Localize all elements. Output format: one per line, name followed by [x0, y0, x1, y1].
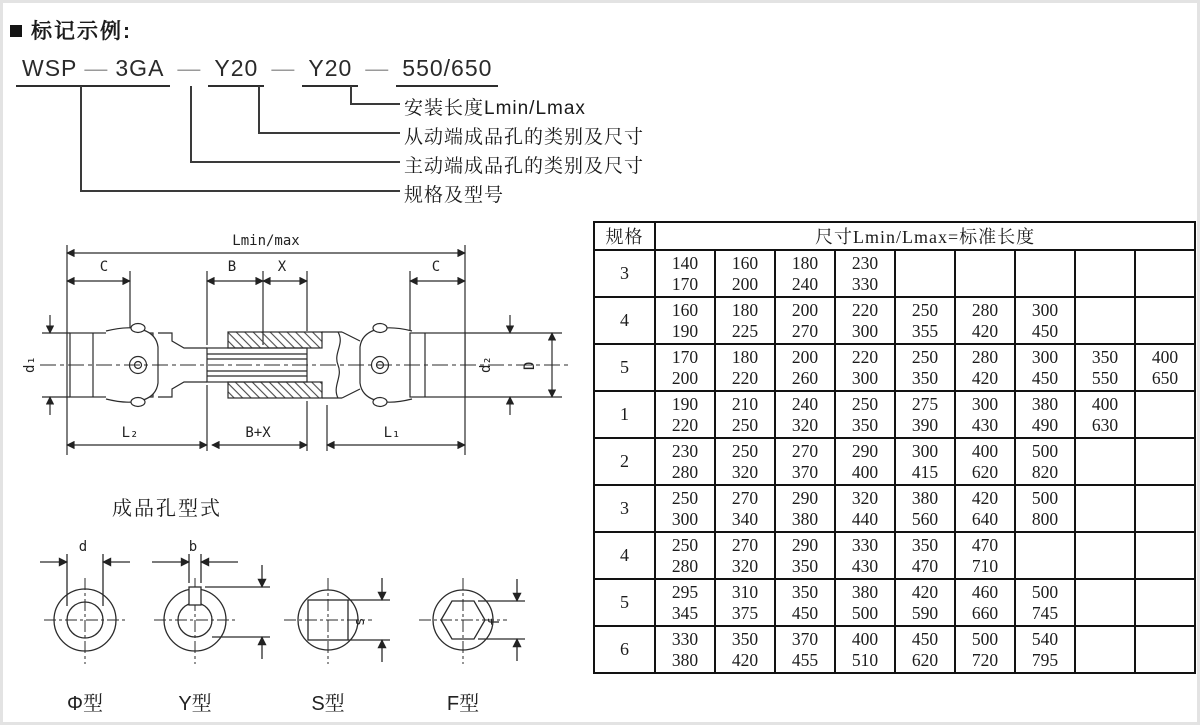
size-cell: 300 450	[1015, 344, 1075, 391]
size-cell	[1075, 297, 1135, 344]
size-cell	[1075, 532, 1135, 579]
dimension-table	[593, 221, 1196, 674]
size-cell	[1135, 250, 1195, 297]
size-cell	[1135, 297, 1195, 344]
code-dash: —	[177, 55, 202, 81]
size-cell: 160 200	[715, 250, 775, 297]
table-row	[594, 344, 1195, 391]
spec-cell: 6	[594, 626, 655, 673]
size-cell: 380 560	[895, 485, 955, 532]
size-cell: 220 300	[835, 297, 895, 344]
size-cell: 200 260	[775, 344, 835, 391]
size-cell: 400 650	[1135, 344, 1195, 391]
size-cell: 350 470	[895, 532, 955, 579]
size-cell: 295 345	[655, 579, 715, 626]
leader-line	[258, 86, 260, 132]
spec-cell: 5	[594, 579, 655, 626]
spec-cell: 5	[594, 344, 655, 391]
code-group-spec	[16, 55, 170, 87]
code-dash: —	[271, 55, 296, 81]
size-cell: 540 795	[1015, 626, 1075, 673]
leader-line	[190, 161, 400, 163]
dim-label-l1: L₁	[383, 425, 401, 441]
code-part-length: 550/650	[396, 55, 498, 87]
leader-line	[80, 190, 400, 192]
size-cell	[955, 250, 1015, 297]
size-cell: 350 550	[1075, 344, 1135, 391]
coupling-technical-drawing	[20, 205, 580, 475]
size-cell: 250 320	[715, 438, 775, 485]
table-row	[594, 579, 1195, 626]
size-cell	[895, 250, 955, 297]
size-cell: 310 375	[715, 579, 775, 626]
leader-line	[190, 86, 192, 161]
size-cell: 350 420	[715, 626, 775, 673]
size-cell: 330 430	[835, 532, 895, 579]
size-cell	[1135, 626, 1195, 673]
size-cell: 300 415	[895, 438, 955, 485]
spec-cell: 4	[594, 297, 655, 344]
size-cell: 250 280	[655, 532, 715, 579]
dim-label-c-left: C	[99, 259, 109, 275]
size-cell: 320 440	[835, 485, 895, 532]
size-cell	[1015, 532, 1075, 579]
hole-dim-phi: d	[78, 539, 88, 555]
hole-type-label-phi: Φ型	[67, 693, 103, 715]
size-cell: 380 490	[1015, 391, 1075, 438]
hole-type-label-f: F型	[446, 693, 480, 715]
size-cell	[1015, 250, 1075, 297]
spec-cell: 3	[594, 485, 655, 532]
size-cell: 500 720	[955, 626, 1015, 673]
size-cell: 500 745	[1015, 579, 1075, 626]
spec-cell: 2	[594, 438, 655, 485]
code-dash: —	[365, 55, 390, 81]
size-cell: 400 620	[955, 438, 1015, 485]
table-row	[594, 532, 1195, 579]
size-cell: 180 240	[775, 250, 835, 297]
hole-type-label-y: Y型	[178, 693, 212, 715]
spec-cell: 3	[594, 250, 655, 297]
marking-code	[16, 55, 498, 87]
size-cell: 400 510	[835, 626, 895, 673]
leader-line	[258, 132, 400, 134]
size-cell: 300 450	[1015, 297, 1075, 344]
size-column-header: 尺寸Lmin/Lmax=标准长度	[655, 222, 1195, 250]
hole-type-label-s: S型	[311, 693, 345, 715]
size-cell	[1075, 485, 1135, 532]
dim-label-d1: d₁	[22, 356, 38, 373]
size-cell: 230 280	[655, 438, 715, 485]
size-cell: 470 710	[955, 532, 1015, 579]
table-row	[594, 485, 1195, 532]
size-cell	[1135, 532, 1195, 579]
size-cell: 280 420	[955, 344, 1015, 391]
size-cell: 500 800	[1015, 485, 1075, 532]
dim-label-b: B	[227, 259, 237, 275]
size-cell: 280 420	[955, 297, 1015, 344]
table-header-row	[594, 222, 1195, 250]
table-row	[594, 391, 1195, 438]
size-cell: 400 630	[1075, 391, 1135, 438]
size-cell: 270 320	[715, 532, 775, 579]
spec-column-header: 规格	[594, 222, 655, 250]
size-cell: 250 300	[655, 485, 715, 532]
size-cell: 250 355	[895, 297, 955, 344]
size-cell: 370 455	[775, 626, 835, 673]
size-cell	[1135, 485, 1195, 532]
size-cell: 230 330	[835, 250, 895, 297]
size-cell: 460 660	[955, 579, 1015, 626]
hole-dim-y: b	[188, 539, 198, 555]
size-cell	[1075, 626, 1135, 673]
spec-cell: 1	[594, 391, 655, 438]
section-bullet-icon	[10, 25, 22, 37]
hole-dim-s: s	[352, 617, 368, 626]
hole-type-diagrams	[20, 538, 580, 725]
table-row	[594, 626, 1195, 673]
size-cell: 500 820	[1015, 438, 1075, 485]
dim-label-l2: L₂	[121, 425, 139, 441]
size-cell: 350 450	[775, 579, 835, 626]
size-cell: 250 350	[835, 391, 895, 438]
callout-spec-model: 规格及型号	[404, 185, 505, 206]
size-cell: 420 640	[955, 485, 1015, 532]
leader-line	[350, 86, 352, 103]
callout-driven-hole: 从动端成品孔的类别及尺寸	[404, 127, 645, 148]
size-cell	[1075, 579, 1135, 626]
size-cell: 140 170	[655, 250, 715, 297]
dim-label-bx: B+X	[245, 425, 271, 441]
size-cell: 380 500	[835, 579, 895, 626]
hole-dim-f: f	[487, 617, 503, 626]
size-cell: 275 390	[895, 391, 955, 438]
size-cell: 210 250	[715, 391, 775, 438]
size-cell	[1135, 391, 1195, 438]
size-cell: 330 380	[655, 626, 715, 673]
dim-label-c-right: C	[431, 259, 441, 275]
table-row	[594, 297, 1195, 344]
code-part-series: WSP	[22, 55, 78, 81]
size-cell	[1075, 250, 1135, 297]
size-cell: 220 300	[835, 344, 895, 391]
size-cell: 290 350	[775, 532, 835, 579]
size-cell: 290 380	[775, 485, 835, 532]
hole-types-title: 成品孔型式	[112, 498, 222, 520]
table-row	[594, 438, 1195, 485]
dim-label-x: X	[277, 259, 287, 275]
leader-line	[80, 86, 82, 190]
size-cell: 250 350	[895, 344, 955, 391]
callout-driving-hole: 主动端成品孔的类别及尺寸	[404, 156, 645, 177]
size-cell: 190 220	[655, 391, 715, 438]
size-cell: 300 430	[955, 391, 1015, 438]
code-part-model: 3GA	[115, 55, 165, 81]
size-cell: 420 590	[895, 579, 955, 626]
code-part-driving-hole: Y20	[208, 55, 264, 87]
size-cell: 180 220	[715, 344, 775, 391]
spec-cell: 4	[594, 532, 655, 579]
dim-label-overall-length: Lmin/max	[232, 233, 300, 249]
marking-section-title: 标记示例:	[31, 20, 132, 43]
code-part-driven-hole: Y20	[302, 55, 358, 87]
size-cell: 180 225	[715, 297, 775, 344]
dim-label-d2: d₂	[478, 356, 494, 373]
code-dash: —	[84, 55, 109, 81]
size-cell	[1135, 438, 1195, 485]
size-cell: 160 190	[655, 297, 715, 344]
table-row	[594, 250, 1195, 297]
size-cell: 240 320	[775, 391, 835, 438]
size-cell	[1075, 438, 1135, 485]
size-cell: 290 400	[835, 438, 895, 485]
size-cell: 200 270	[775, 297, 835, 344]
size-cell: 170 200	[655, 344, 715, 391]
size-cell: 270 340	[715, 485, 775, 532]
dim-label-big-d: D	[522, 361, 538, 370]
size-cell: 450 620	[895, 626, 955, 673]
size-cell	[1135, 579, 1195, 626]
size-cell: 270 370	[775, 438, 835, 485]
leader-line	[350, 103, 400, 105]
callout-install-length: 安装长度Lmin/Lmax	[404, 98, 586, 119]
